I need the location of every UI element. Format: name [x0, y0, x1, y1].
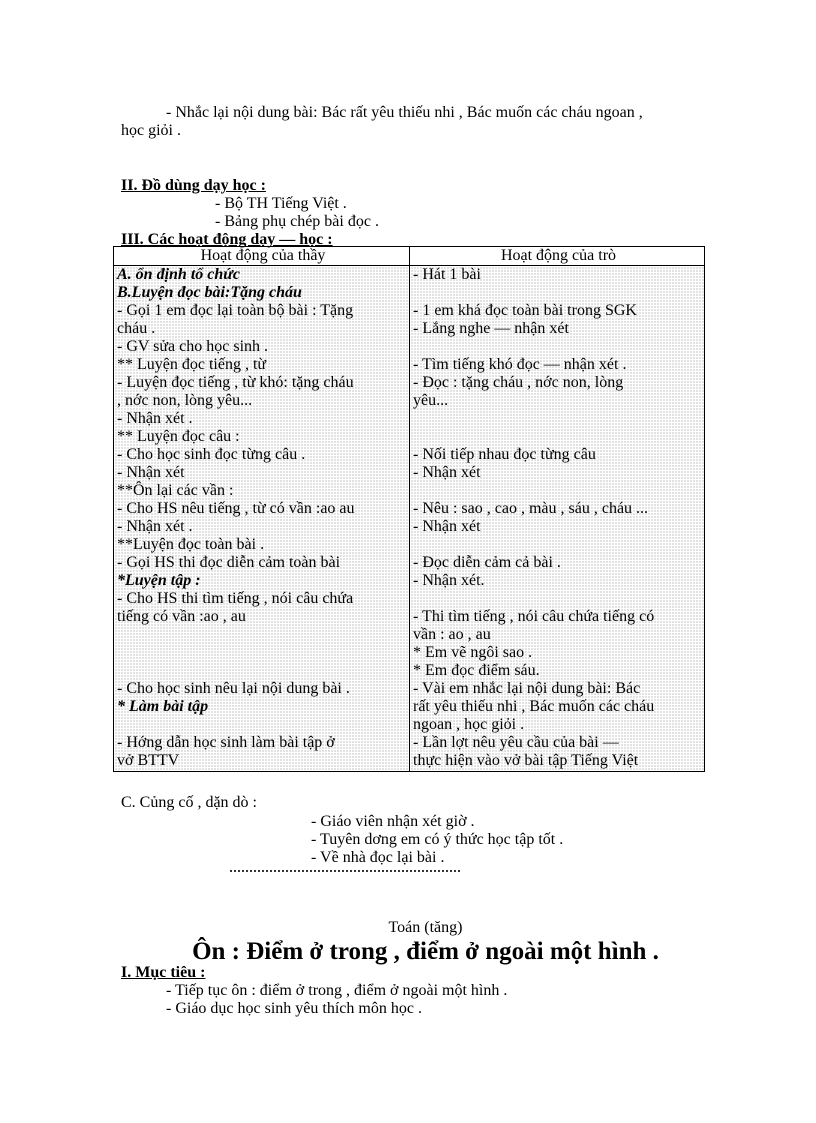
student-column-header: Hoạt động của trò — [410, 247, 705, 266]
teacher-column-header: Hoạt động của thầy — [114, 247, 410, 266]
teacher-activity-line: - Luyện đọc tiếng , từ khó: tặng cháu — [117, 374, 354, 391]
student-activity-line: ngoan , học giỏi . — [413, 716, 525, 733]
objective-item: - Giáo dục học sinh yêu thích môn học . — [166, 1000, 422, 1017]
table-body-row — [114, 266, 705, 772]
teacher-activity-line: - Cho học sinh nêu lại nội dung bài . — [117, 680, 350, 697]
student-activity-line: - Lần lợt nêu yêu cầu của bài — — [413, 734, 619, 751]
student-activity-line — [413, 590, 704, 608]
teacher-activity-line: - GV sửa cho học sinh . — [117, 338, 269, 355]
intro-line-1: - Nhắc lại nội dung bài: Bác rất yêu thiếu nhi , Bác muốn các cháu ngoan , — [166, 104, 643, 121]
teacher-activity-line: , nớc non, lòng yêu... — [117, 392, 253, 409]
student-activity-line: - Nhận xét. — [413, 572, 485, 589]
math-lesson-title: Ôn : Điểm ở trong , điểm ở ngoài một hình . — [192, 938, 659, 965]
student-activity-line: yêu... — [413, 392, 449, 409]
student-activity-line: - 1 em khá đọc toàn bài trong SGK — [413, 302, 637, 319]
teacher-activity-line: - Hớng dẫn học sinh làm bài tập ở — [117, 734, 335, 751]
student-activity-line: vần : ao , au — [413, 626, 491, 643]
student-activity-line — [413, 536, 704, 554]
student-activity-line — [413, 482, 704, 500]
student-activity-line: - Hát 1 bài — [413, 266, 481, 283]
consolidation-item: - Giáo viên nhận xét giờ . — [311, 813, 475, 830]
student-activity-line — [413, 284, 704, 302]
student-activity-line: - Lắng nghe — nhận xét — [413, 320, 569, 337]
teacher-activity-line: **Luyện đọc toàn bài . — [117, 536, 265, 553]
student-activity-line: - Đọc : tặng cháu , nớc non, lòng — [413, 374, 624, 391]
teacher-activity-line: - Nhận xét . — [117, 518, 193, 535]
math-subject: Toán (tăng) — [388, 919, 463, 936]
teacher-activity-line: ** Luyện đọc câu : — [117, 428, 240, 445]
table-header-row — [114, 247, 705, 266]
intro-line-2: học giỏi . — [121, 122, 181, 139]
teacher-activity-line: - Cho học sinh đọc từng câu . — [117, 446, 306, 463]
teacher-activity-line: - Nhận xét — [117, 464, 185, 481]
student-activity-line: - Thi tìm tiếng , nói câu chứa tiếng có — [413, 608, 655, 625]
teacher-activity-line: - Nhận xét . — [117, 410, 193, 427]
student-activities-cell — [410, 266, 705, 772]
teacher-activity-line: - Cho HS thi tìm tiếng , nói câu chứa — [117, 590, 354, 607]
student-activity-line — [413, 428, 704, 446]
consolidation-item: - Về nhà đọc lại bài . — [311, 849, 445, 866]
student-activity-line: - Đọc diễn cảm cả bài . — [413, 554, 561, 571]
student-activity-line — [413, 410, 704, 428]
teacher-activity-line: vở BTTV — [117, 752, 180, 769]
section-3-heading: III. Các hoạt động dạy — học : — [121, 231, 333, 248]
objective-heading: I. Mục tiêu : — [121, 964, 206, 981]
student-activity-line: rất yêu thiếu nhi , Bác muốn các cháu — [413, 698, 655, 715]
section-2-item: - Bộ TH Tiếng Việt . — [215, 195, 347, 212]
objective-item: - Tiếp tục ôn : điểm ở trong , điểm ở ngoài một hình . — [166, 982, 508, 999]
teacher-activity-line: A. ổn định tổ chức — [117, 266, 240, 283]
teacher-activity-line: - Gọi 1 em đọc lại toàn bộ bài : Tặng — [117, 302, 354, 319]
student-activity-line: * Em vẽ ngôi sao . — [413, 644, 533, 661]
student-activity-line: - Nhận xét — [413, 464, 481, 481]
teacher-activity-line: B.Luyện đọc bài:Tặng cháu — [117, 284, 302, 301]
student-activity-line: thực hiện vào vở bài tập Tiếng Việt — [413, 752, 639, 769]
teacher-activity-line: ** Luyện đọc tiếng , từ — [117, 356, 267, 373]
teacher-activity-line — [117, 716, 409, 734]
teacher-activity-line — [117, 644, 409, 662]
section-2-heading: II. Đồ dùng dạy học : — [121, 177, 266, 194]
teacher-activity-line: - Cho HS nêu tiếng , từ có vần :ao au — [117, 500, 355, 517]
teacher-activity-line: cháu . — [117, 320, 156, 337]
teacher-activities-cell — [114, 266, 410, 772]
teacher-activity-line: **Ôn lại các vần : — [117, 482, 234, 499]
consolidation-item: - Tuyên dơng em có ý thức học tập tốt . — [311, 831, 564, 848]
student-activity-line: - Nhận xét — [413, 518, 481, 535]
student-activity-line: * Em đọc điểm sáu. — [413, 662, 540, 679]
student-activity-line: - Vài em nhắc lại nội dung bài: Bác — [413, 680, 641, 697]
consolidation-heading: C. Củng cố , dặn dò : — [121, 794, 257, 811]
lesson-activities-table — [113, 246, 705, 772]
student-activity-line — [413, 338, 704, 356]
teacher-activity-line — [117, 662, 409, 680]
dotted-divider — [230, 870, 460, 872]
teacher-activity-line — [117, 626, 409, 644]
teacher-activity-line: *Luyện tập : — [117, 572, 201, 589]
teacher-activity-line: - Gọi HS thi đọc diễn cảm toàn bài — [117, 554, 341, 571]
teacher-activity-line: * Làm bài tập — [117, 698, 209, 715]
student-activity-line: - Nêu : sao , cao , màu , sáu , cháu ... — [413, 500, 649, 517]
student-activity-line: - Tìm tiếng khó đọc — nhận xét . — [413, 356, 627, 373]
teacher-activity-line: tiếng có vần :ao , au — [117, 608, 246, 625]
student-activity-line: - Nối tiếp nhau đọc từng câu — [413, 446, 596, 463]
section-2-item: - Bảng phụ chép bài đọc . — [215, 213, 379, 230]
